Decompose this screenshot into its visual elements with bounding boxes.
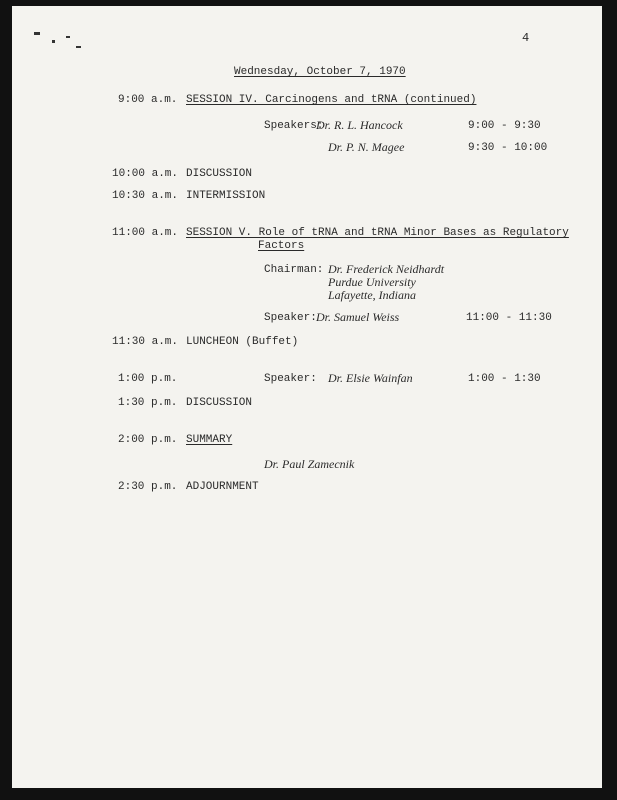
discussion-2: DISCUSSION — [186, 397, 253, 409]
time-10-00: 10:00 a.m. — [112, 168, 179, 180]
adjournment: ADJOURNMENT — [186, 481, 259, 493]
scan-speck — [66, 36, 70, 38]
speaker-magee: Dr. P. N. Magee — [328, 140, 405, 154]
chairman-name: Dr. Frederick Neidhardt — [328, 262, 445, 276]
session-v-title-cont: Factors — [258, 240, 305, 252]
scan-speck — [52, 40, 55, 43]
speaker-weiss-time: 11:00 - 11:30 — [466, 312, 552, 324]
speaker-magee-time: 9:30 - 10:00 — [468, 142, 548, 154]
chairman-location: Lafayette, Indiana — [328, 288, 416, 302]
speaker-weiss: Dr. Samuel Weiss — [316, 310, 400, 324]
document-page — [12, 6, 602, 788]
page-number: 4 — [522, 31, 530, 45]
speaker-label-v: Speaker: — [264, 312, 317, 324]
intermission: INTERMISSION — [186, 190, 266, 202]
time-2-00: 2:00 p.m. — [118, 434, 178, 446]
time-1-00: 1:00 p.m. — [118, 373, 178, 385]
discussion-1: DISCUSSION — [186, 168, 253, 180]
summary: SUMMARY — [186, 434, 233, 446]
speakers-label: Speakers: — [264, 120, 324, 132]
time-1-30: 1:30 p.m. — [118, 397, 178, 409]
speaker-hancock: Dr. R. L. Hancock — [316, 118, 403, 132]
date-heading: Wednesday, October 7, 1970 — [234, 66, 406, 78]
session-iv-title: SESSION IV. Carcinogens and tRNA (continued) — [186, 94, 477, 106]
scan-speck — [76, 46, 81, 48]
speaker-label-afternoon: Speaker: — [264, 373, 317, 385]
speaker-wainfan: Dr. Elsie Wainfan — [328, 371, 413, 385]
speaker-hancock-time: 9:00 - 9:30 — [468, 120, 541, 132]
summary-presenter: Dr. Paul Zamecnik — [264, 457, 355, 471]
time-11-30: 11:30 a.m. — [112, 336, 179, 348]
time-10-30: 10:30 a.m. — [112, 190, 179, 202]
time-9-00: 9:00 a.m. — [118, 94, 178, 106]
chairman-label: Chairman: — [264, 264, 324, 276]
luncheon: LUNCHEON (Buffet) — [186, 336, 299, 348]
chairman-affiliation: Purdue University — [328, 275, 416, 289]
time-2-30: 2:30 p.m. — [118, 481, 178, 493]
session-v-title: SESSION V. Role of tRNA and tRNA Minor Bases as Regulatory — [186, 227, 569, 239]
speaker-wainfan-time: 1:00 - 1:30 — [468, 373, 541, 385]
time-11-00: 11:00 a.m. — [112, 227, 179, 239]
scan-speck — [34, 32, 40, 35]
